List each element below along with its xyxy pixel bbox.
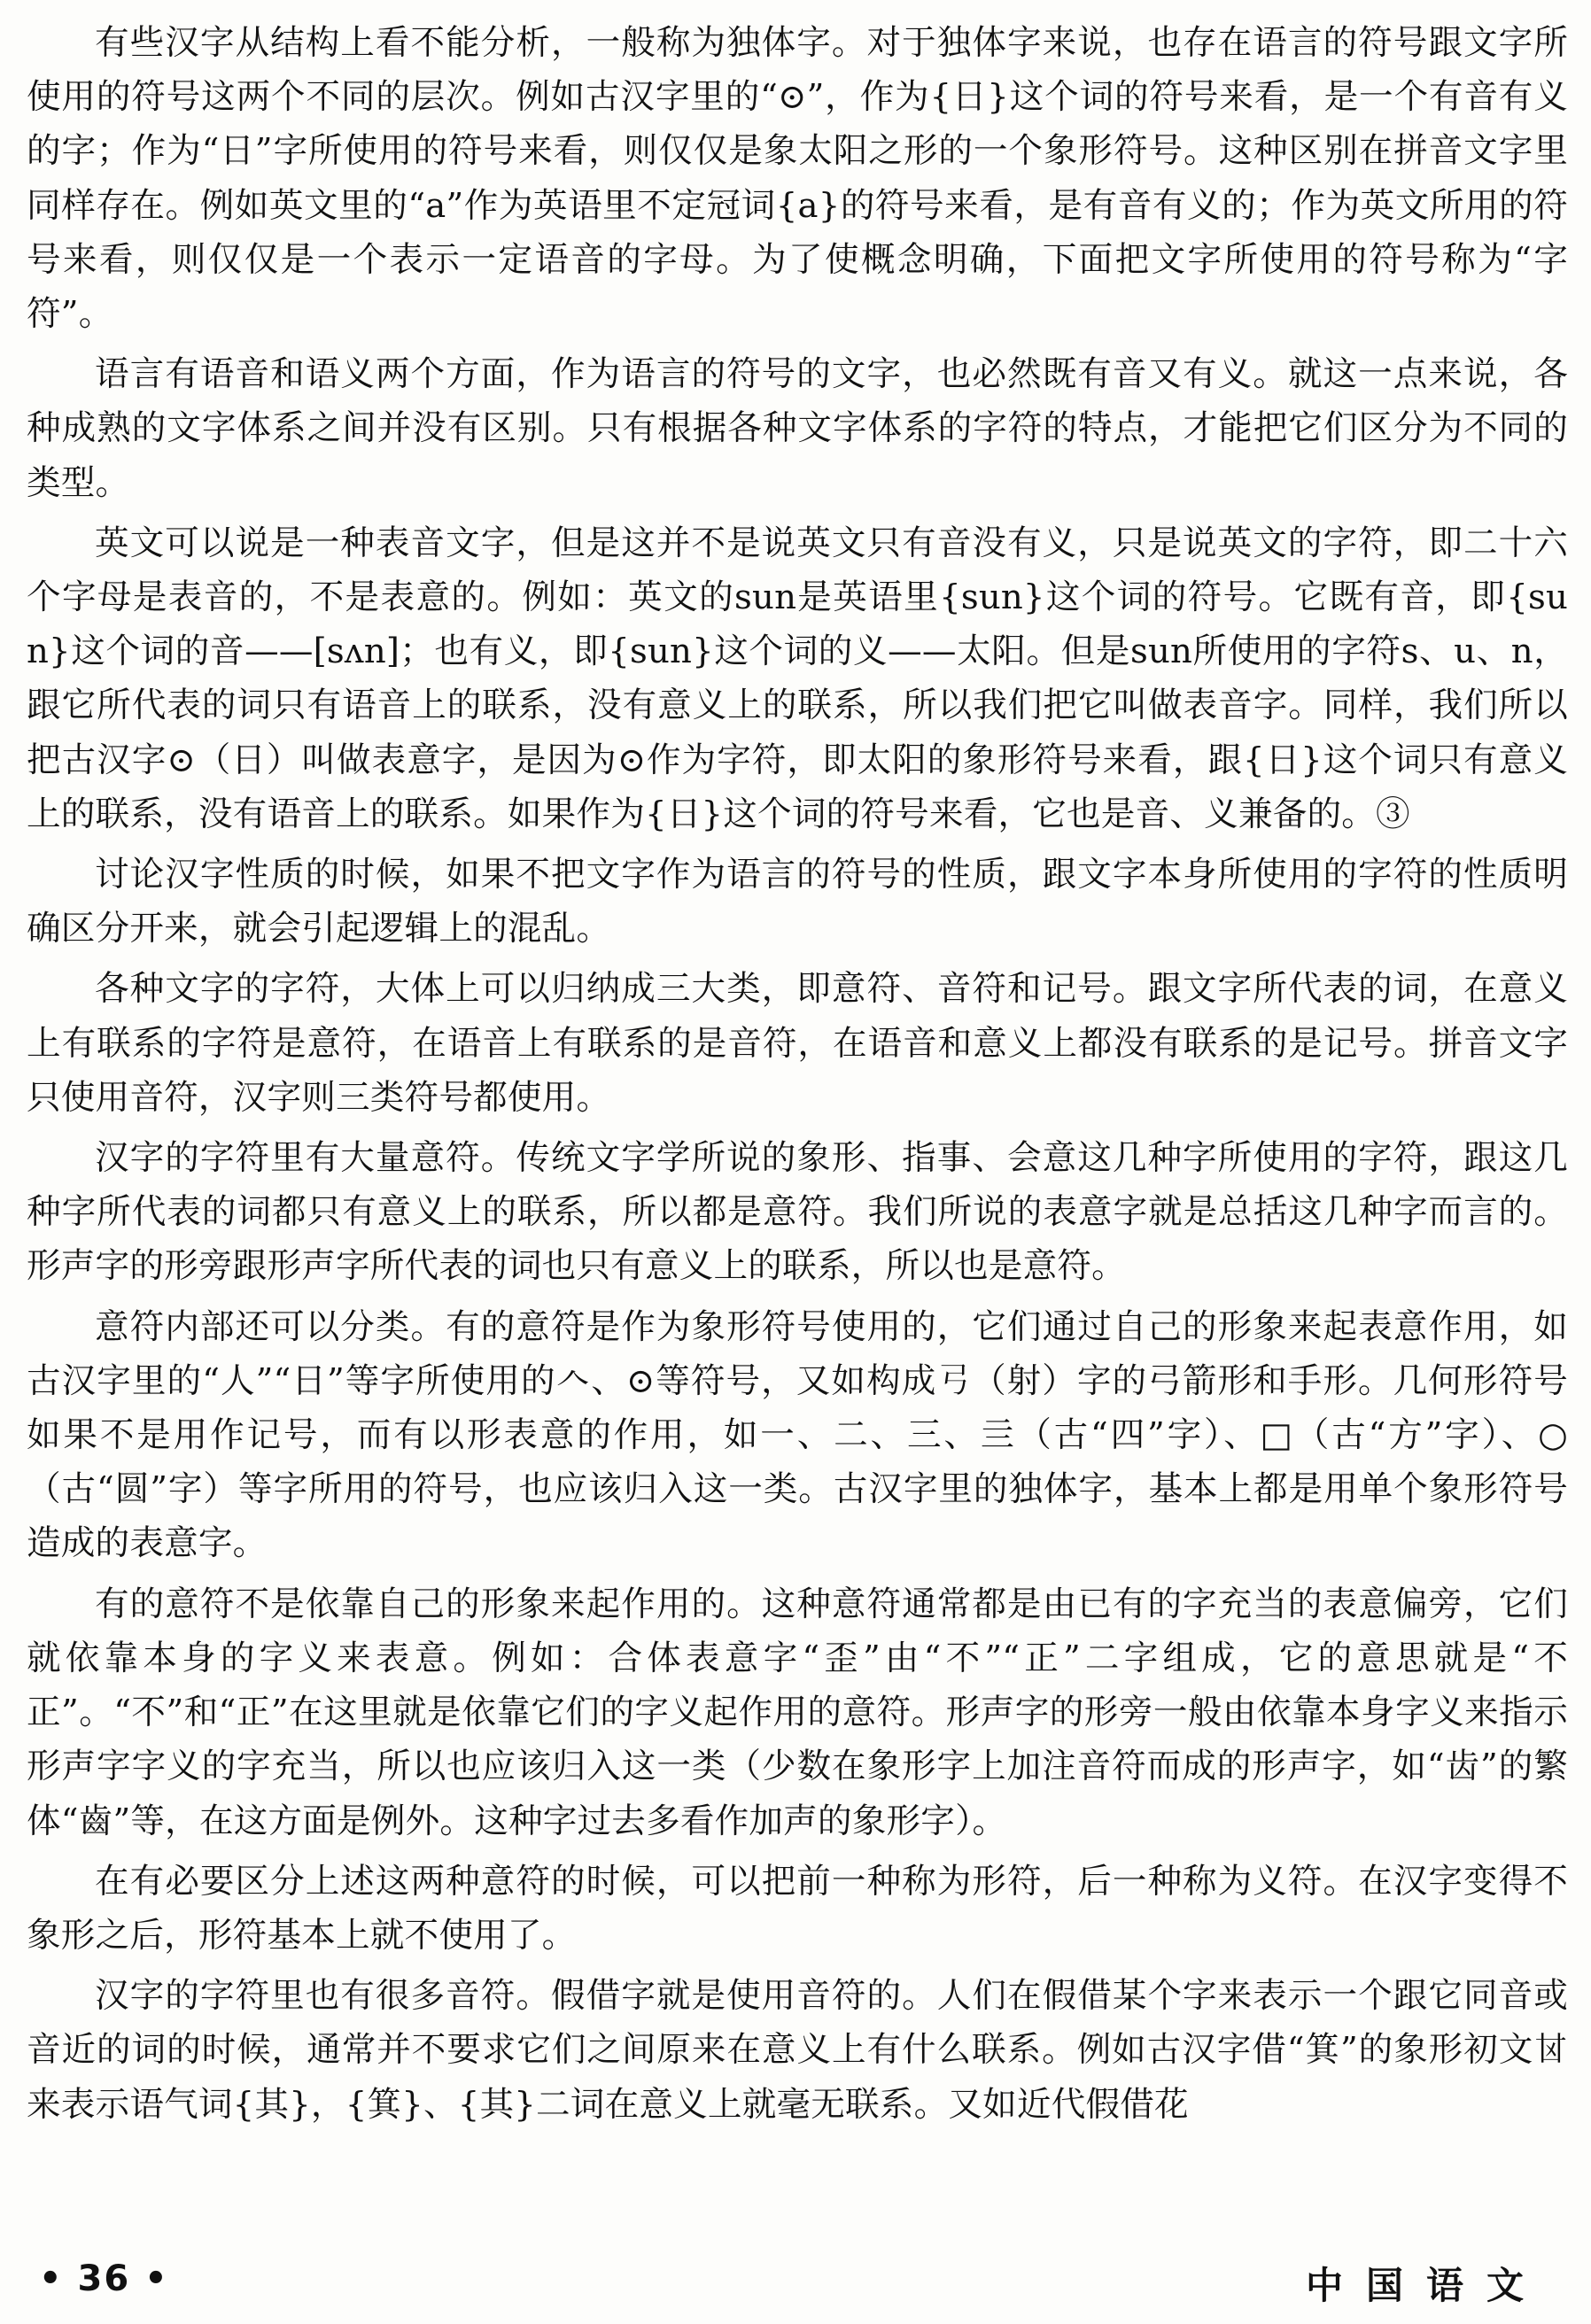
paragraph-8: 有的意符不是依靠自己的形象来起作用的。这种意符通常都是由已有的字充当的表意偏旁，它们就依靠本身的字义来表意。例如：合体表意字“歪”由“不”“正”二字组成，它的意思就是“不正”。“不”和“正”在这里就是依靠它们的字义起作用的意符。形声字的形旁一般由依靠本身字义来指示形声字字义的字充当，所以也应该归入这一类（少数在象形字上加注音符而成的形声字，如“齿”的繁体“齒”等，在这方面是例外。这种字过去多看作加声的象形字）。 [27,1584,1568,1841]
paragraph-2: 语言有语音和语义两个方面，作为语言的符号的文字，也必然既有音又有义。就这一点来说，各种成熟的文字体系之间并没有区别。只有根据各种文字体系的字符的特点，才能把它们区分为不同的类型。 [27,354,1568,503]
journal-name: 中国语文 [1305,2264,1547,2307]
paragraph-3: 英文可以说是一种表音文字，但是这并不是说英文只有音没有义，只是说英文的字符，即二十六个字母是表音的，不是表意的。例如：英文的sun是英语里{sun}这个词的符号。它既有音，即{sun}这个词的音——[sʌn]；也有义，即{sun}这个词的义——太阳。但是sun所使用的字符s、u、n，跟它所代表的词只有语音上的联系，没有意义上的联系，所以我们把它叫做表音字。同样，我们所以把古汉字⊙（日）叫做表意字，是因为⊙作为字符，即太阳的象形符号来看，跟{日}这个词只有意义上的联系，没有语音上的联系。如果作为{日}这个词的符号来看，它也是音、义兼备的。③ [27,523,1568,834]
paragraph-1: 有些汉字从结构上看不能分析，一般称为独体字。对于独体字来说，也存在语言的符号跟文字所使用的符号这两个不同的层次。例如古汉字里的“⊙”，作为{日}这个词的符号来看，是一个有音有义的字；作为“日”字所使用的符号来看，则仅仅是象太阳之形的一个象形符号。这种区别在拼音文字里同样存在。例如英文里的“a”作为英语里不定冠词{a}的符号来看，是有音有义的；作为英文所用的符号来看，则仅仅是一个表示一定语音的字母。为了使概念明确，下面把文字所使用的符号称为“字符”。 [27,23,1568,335]
article-body [27,16,1568,2138]
paragraph-5: 各种文字的字符，大体上可以归纳成三大类，即意符、音符和记号。跟文字所代表的词，在意义上有联系的字符是意符，在语音上有联系的是音符，在语音和意义上都没有联系的是记号。拼音文字只使用音符，汉字则三类符号都使用。 [27,969,1568,1118]
page-footer [27,2255,1564,2308]
paragraph-10: 汉字的字符里也有很多音符。假借字就是使用音符的。人们在假借某个字来表示一个跟它同音或音近的词的时候，通常并不要求它们之间原来在意义上有什么联系。例如古汉字借“箕”的象形初文𠀠来表示语气词{其}，{箕}、{其}二词在意义上就毫无联系。又如近代假借花 [27,1976,1568,2125]
paragraph-7: 意符内部还可以分类。有的意符是作为象形符号使用的，它们通过自己的形象来起表意作用，如古汉字里的“人”“日”等字所使用的𠆢、⊙等符号，又如构成𢎗（射）字的弓箭形和手形。几何形符号如果不是用作记号，而有以形表意的作用，如一、二、三、亖（古“四”字）、□（古“方”字）、○（古“圆”字）等字所用的符号，也应该归入这一类。古汉字里的独体字，基本上都是用单个象形符号造成的表意字。 [27,1306,1568,1564]
paragraph-6: 汉字的字符里有大量意符。传统文字学所说的象形、指事、会意这几种字所使用的字符，跟这几种字所代表的词都只有意义上的联系，所以都是意符。我们所说的表意字就是总括这几种字而言的。形声字的形旁跟形声字所代表的词也只有意义上的联系，所以也是意符。 [27,1138,1568,1287]
paragraph-4: 讨论汉字性质的时候，如果不把文字作为语言的符号的性质，跟文字本身所使用的字符的性质明确区分开来，就会引起逻辑上的混乱。 [27,855,1568,949]
page-number: • 36 • [39,2258,169,2299]
paragraph-9: 在有必要区分上述这两种意符的时候，可以把前一种称为形符，后一种称为义符。在汉字变得不象形之后，形符基本上就不使用了。 [27,1861,1568,1956]
